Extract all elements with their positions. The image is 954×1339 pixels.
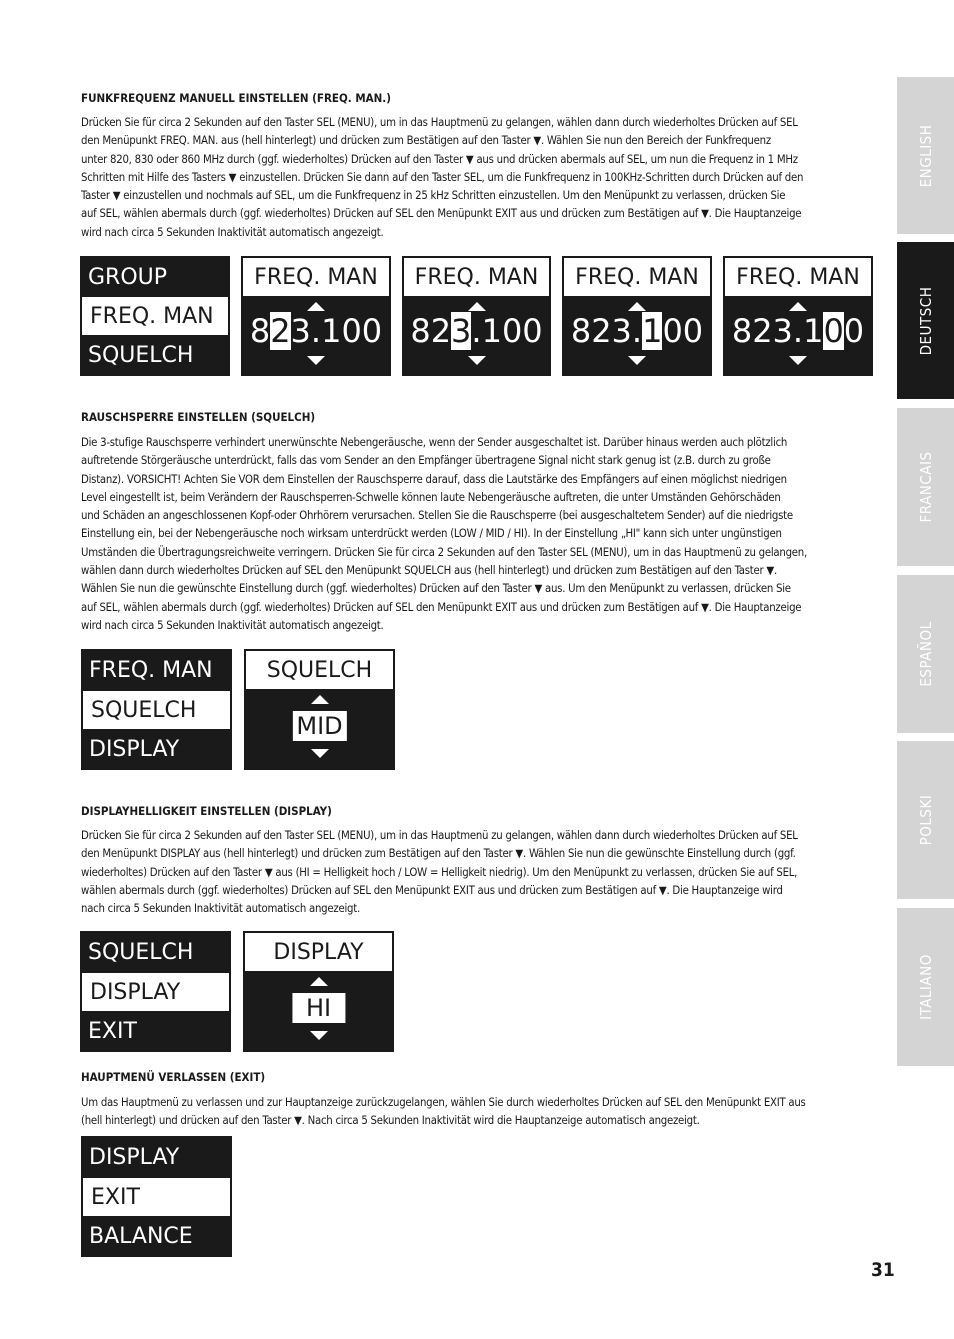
text-line: Um das Hauptmenü zu verlassen und zur Hauptanzeige zurückzugelangen, wählen Sie durch wiederholtes Drücken auf SEL den Menüpunkt EXIT aus [81, 1096, 806, 1109]
menu-item: SQUELCH [88, 343, 194, 368]
text-line: auf SEL, wählen abermals durch (ggf. wiederholtes) Drücken auf SEL den Menüpunkt EXIT aus und drücken zum Bestätigen auf ▼. Die Hauptanzeige [81, 600, 802, 614]
menu-item: GROUP [88, 265, 168, 290]
paragraph-exit [81, 1094, 873, 1131]
panel-heading: FREQ. MAN [243, 258, 389, 296]
section-title-display: DISPLAYHELLIGKEIT EINSTELLEN (DISPLAY) [81, 804, 332, 818]
text-line: wird nach circa 5 Sekunden Inaktivität automatisch angezeigt. [81, 225, 384, 239]
frequency-value: 823.100 [731, 312, 865, 350]
tab-deutsch[interactable] [897, 242, 954, 399]
arrow-down-icon [307, 356, 325, 365]
section-title-exit: HAUPTMENÜ VERLASSEN (EXIT) [81, 1070, 266, 1084]
text-line: Distanz). VORSICHT! Achten Sie VOR dem Einstellen der Rauschsperre darauf, dass die Lautstärke des Empfängers auf einen möglichst niedrigen [81, 472, 787, 486]
arrow-down-icon [310, 1031, 328, 1040]
text-line: wählen abermals durch (ggf. wiederholtes) Drücken auf SEL den Menüpunkt EXIT aus und drücken zum Bestätigen auf ▼. Die Hauptanzeige wird [81, 883, 783, 897]
text-line: den Menüpunkt DISPLAY aus (hell hinterlegt) und drücken zum Bestätigen auf den Taster ▼. Wählen Sie nun die gewünschte Einstellung durch (ggf. [81, 847, 796, 861]
text-line: und Schäden an angeschlossenen Kopf-oder Ohrhörern verursachen. Stellen Sie die Rauschsperre (bei ausgeschaltetem Sender) auf die niedrigste [81, 509, 793, 523]
text-line: Drücken Sie für circa 2 Sekunden auf den Taster SEL (MENU), um in das Hauptmenü zu gelangen, wählen dann durch wiederholtes Drücken auf SEL [81, 116, 798, 129]
text-line: Level eingestellt ist, beim Verändern der Rauschsperren-Schwelle können laute Nebengeräusche auftreten, die unter Umständen Gehörschäden [81, 490, 781, 504]
arrow-down-icon [468, 356, 486, 365]
lcd-squelch-panel [244, 649, 395, 770]
text-line: Drücken Sie für circa 2 Sekunden auf den Taster SEL (MENU), um in das Hauptmenü zu gelangen, wählen dann durch wiederholtes Drücken auf SEL [81, 829, 798, 842]
frequency-value: 823.100 [570, 312, 704, 350]
panel-heading: FREQ. MAN [404, 258, 549, 296]
text-line: wiederholtes) Drücken auf den Taster ▼ aus (HI = Helligkeit hoch / LOW = Helligkeit niedrig). Um den Menüpunkt zu verlassen, drücken Sie auf SEL, [81, 865, 798, 879]
menu-item-selected: FREQ. MAN [82, 297, 228, 335]
menu-item: EXIT [88, 1019, 137, 1044]
text-line: wird nach circa 5 Sekunden Inaktivität automatisch angezeigt. [81, 618, 384, 632]
tab-italiano-label: ITALIANO [916, 954, 935, 1020]
panel-heading: DISPLAY [245, 933, 392, 971]
menu-item: BALANCE [89, 1224, 193, 1249]
frequency-value: 823.100 [249, 312, 383, 350]
text-line: unter 820, 830 oder 860 MHz durch (ggf. wiederholtes) Drücken auf den Taster ▼ aus und drücken abermals auf SEL, um nun die Frequenz in 1 MHz [81, 152, 798, 166]
panel-heading: FREQ. MAN [564, 258, 710, 296]
arrow-up-icon [310, 977, 328, 986]
text-line: Umständen die Übertragungsreichweite verringern. Drücken Sie für circa 2 Sekunden auf den Taster SEL (MENU), um in das Hauptmenü zu gelangen, [81, 545, 807, 559]
tab-polski-label: POLSKI [916, 794, 935, 846]
text-line: den Menüpunkt FREQ. MAN. aus (hell hinterlegt) und drücken zum Bestätigen auf den Taster ▼. Wählen Sie nun den Bereich der Funkfrequenz [81, 134, 771, 148]
menu-item: FREQ. MAN [89, 658, 213, 683]
brightness-value: HI [292, 993, 345, 1023]
text-line: auftretende Störgeräusche unterdrückt, falls das vom Sender an den Empfänger übertragene Signal nicht stark genug ist (z.B. durch zu große [81, 454, 771, 468]
text-line: Die 3-stufige Rauschsperre verhindert unerwünschte Nebengeräusche, wenn der Sender ausgeschaltet ist. Darüber hinaus werden auch plötzlich [81, 436, 788, 449]
tab-francais[interactable] [897, 408, 954, 566]
page-number: 31 [871, 1259, 895, 1281]
arrow-up-icon [307, 302, 325, 311]
menu-item-selected: EXIT [83, 1178, 230, 1216]
arrow-up-icon [789, 302, 807, 311]
lcd-freq-panel-4 [723, 256, 873, 376]
lcd-menu-exit [81, 1136, 232, 1257]
text-line: wählen dann durch wiederholtes Drücken auf SEL den Menüpunkt SQUELCH aus (hell hinterlegt) und drücken zum Bestätigen auf den Taster ▼. [81, 564, 777, 578]
paragraph-display [81, 827, 873, 918]
arrow-up-icon [628, 302, 646, 311]
text-line: Wählen Sie nun die gewünschte Einstellung durch (ggf. wiederholtes) Drücken auf den Taster ▼ aus. Um den Menüpunkt zu verlassen, drücken Sie [81, 582, 791, 596]
text-line: auf SEL, wählen abermals durch (ggf. wiederholtes) Drücken auf SEL den Menüpunkt EXIT aus und drücken zum Bestätigen auf ▼. Die Hauptanzeige [81, 207, 802, 221]
lcd-menu-freq [80, 256, 230, 376]
lcd-menu-squelch [81, 649, 232, 770]
tab-francais-label: FRANCAIS [916, 451, 935, 523]
tab-english-label: ENGLISH [916, 124, 935, 187]
frequency-value: 823.100 [410, 312, 543, 350]
text-line: Taster ▼ einzustellen und nochmals auf SEL, um die Funkfrequenz in 25 kHz Schritten einzustellen. Um den Menüpunkt zu verlassen, drücken Sie [81, 189, 786, 203]
panel-heading: SQUELCH [246, 651, 393, 689]
panel-heading: FREQ. MAN [725, 258, 871, 296]
tab-deutsch-label: DEUTSCH [916, 286, 935, 355]
arrow-down-icon [789, 356, 807, 365]
text-line: Schritten mit Hilfe des Tasters ▼ einzustellen. Drücken Sie dann auf den Taster SEL, um die Funkfrequenz in 100KHz-Schritten durch Drücken auf den [81, 170, 804, 184]
tab-italiano[interactable] [897, 908, 954, 1066]
lcd-freq-panel-2 [402, 256, 551, 376]
squelch-value: MID [292, 711, 346, 741]
lcd-freq-panel-3 [562, 256, 712, 376]
tab-espanol[interactable] [897, 575, 954, 733]
menu-item-selected: SQUELCH [83, 691, 230, 729]
arrow-up-icon [311, 695, 329, 704]
text-line: (hell hinterlegt) und drücken auf den Taster ▼. Nach circa 5 Sekunden Inaktivität wird die Hauptanzeige automatisch angezeigt. [81, 1114, 700, 1128]
arrow-down-icon [311, 749, 329, 758]
tab-english[interactable] [897, 77, 954, 234]
menu-item: SQUELCH [88, 940, 194, 965]
paragraph-freq-man [81, 114, 873, 242]
tab-espanol-label: ESPAÑOL [916, 621, 935, 687]
menu-item: DISPLAY [89, 737, 180, 762]
tab-polski[interactable] [897, 741, 954, 899]
lcd-menu-display [80, 931, 231, 1052]
arrow-down-icon [628, 356, 646, 365]
lcd-freq-panel-1 [241, 256, 391, 376]
text-line: Einstellung ein, bei der Nebengeräusche noch wirksam unterdrückt werden (LOW / MID / HI). In der Einstellung „HI" kann sich unter ungünstigen [81, 527, 782, 541]
menu-item: DISPLAY [89, 1145, 180, 1170]
text-line: nach circa 5 Sekunden Inaktivität automatisch angezeigt. [81, 902, 360, 916]
paragraph-squelch [81, 434, 873, 635]
arrow-up-icon [468, 302, 486, 311]
section-title-squelch: RAUSCHSPERRE EINSTELLEN (SQUELCH) [81, 410, 316, 424]
section-title-freq-man: FUNKFREQUENZ MANUELL EINSTELLEN (FREQ. MAN.) [81, 91, 391, 105]
menu-item-selected: DISPLAY [82, 973, 229, 1011]
lcd-display-panel [243, 931, 394, 1052]
